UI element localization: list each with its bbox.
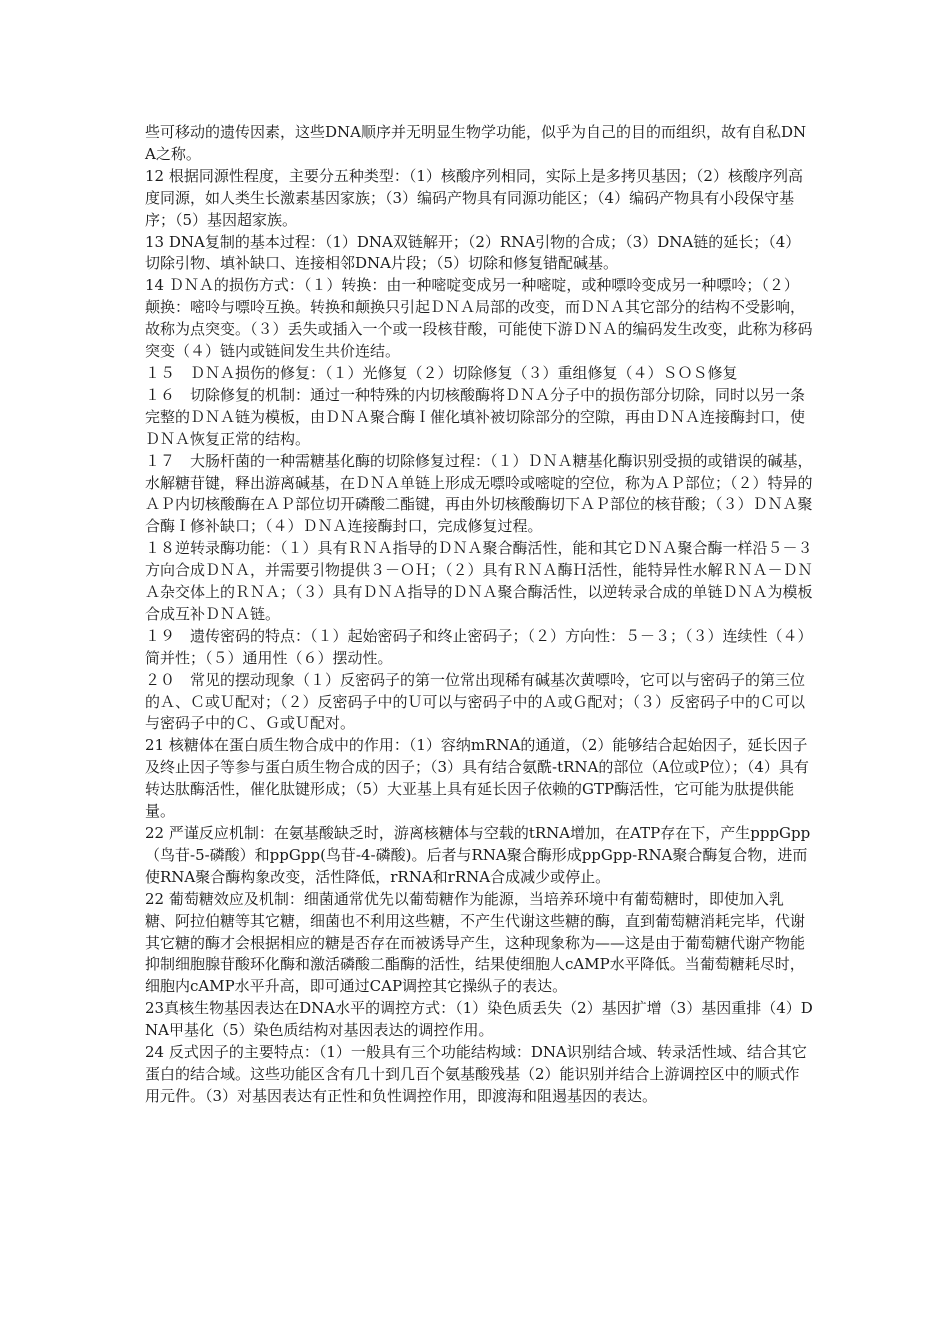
paragraph-21-ribosome: 21 核糖体在蛋白质生物合成中的作用：（1）容纳mRNA的通道，（2）能够结合起始因子，延长因子及终止因子等参与蛋白质生物合成的因子；（3）具有结合氨酰-tRNA的部位（A位或P位）；（4）具有转达肽酶活性，催化肽键形成；（5）大亚基上具有延长因子依赖的GTP酶活性，它可能为肽提供能量。 xyxy=(145,736,809,821)
paragraph-16-excision-repair: １６ 切除修复的机制：通过一种特殊的内切核酸酶将ＤＮＡ分子中的损伤部分切除，同时以另一条完整的ＤＮＡ链为模板，由ＤＮＡ聚合酶Ｉ催化填补被切除部分的空隙，再由ＤＮＡ连接酶封口，使ＤＮＡ恢复正常的结构。 xyxy=(145,385,806,448)
paragraph-22-stringent-response: 22 严谨反应机制：在氨基酸缺乏时，游离核糖体与空载的tRNA增加，在ATP存在下，产生pppGpp（鸟苷-5-磷酸）和ppGpp(鸟苷-4-磷酸)。后者与RNA聚合酶形成ppGpp-RNA聚合酶复合物，进而使RNA聚合酶构象改变，活性降低，rRNA和rRNA合成减少或停止。 xyxy=(145,824,811,886)
paragraph-18-reverse-transcriptase: １８逆转录酶功能：（１）具有ＲＮＡ指导的ＤＮＡ聚合酶活性，能和其它ＤＮＡ聚合酶一样沿５－３方向合成ＤＮＡ，并需要引物提供３－ＯＨ；（２）具有ＲＮＡ酶Ｈ活性，能特异性水解ＲＮＡ－ＤＮＡ杂交体上的ＲＮＡ；（３）具有ＤＮＡ指导的ＤＮＡ聚合酶活性，以逆转录合成的单链ＤＮＡ为模板合成互补ＤＮＡ链。 xyxy=(145,539,813,623)
paragraph-selfish-dna: 些可移动的遗传因素，这些DNA顺序并无明显生物学功能，似乎为自己的目的而组织，故有自私DNA之称。 xyxy=(145,123,807,163)
paragraph-14-dna-damage: 14 ＤＮＡ的损伤方式：（１）转换：由一种嘧啶变成另一种嘧啶，或种嘌呤变成另一种嘌呤；（２）颠换：嘧呤与嘌呤互换。转换和颠换只引起ＤＮＡ局部的改变，而ＤＮＡ其它部分的结构不受影响，故称为点突变。（３）丢失或插入一个或一段核苷酸，可能使下游ＤＮＡ的编码发生改变，此称为移码突变（４）链内或链间发生共价连结。 xyxy=(145,276,813,361)
paragraph-12-gene-family-types: 12 根据同源性程度，主要分五种类型：（1）核酸序列相同，实际上是多拷贝基因；（2）核酸序列高度同源，如人类生长激素基因家族；（3）编码产物具有同源功能区；（4）编码产物具有小段保守基序；（5）基因超家族。 xyxy=(145,166,803,229)
paragraph-23-eukaryotic-regulation: 23真核生物基因表达在DNA水平的调控方式：（1）染色质丢失（2）基因扩增（3）基因重排（4）DNA甲基化（5）染色质结构对基因表达的调控作用。 xyxy=(145,999,813,1040)
paragraph-13-dna-replication: 13 DNA复制的基本过程：（1）DNA双链解开；（2）RNA引物的合成；（3）DNA链的延长；（4）切除引物、填补缺口、连接相邻DNA片段；（5）切除和修复错配碱基。 xyxy=(145,232,801,273)
document-body xyxy=(145,122,813,1108)
paragraph-17-glycosylase-repair: １７ 大肠杆菌的一种需糖基化酶的切除修复过程：（１）ＤＮＡ糖基化酶识别受损的或错误的碱基，水解糖苷键，释出游离碱基，在ＤＮＡ单链上形成无嘌呤或嘧啶的空位，称为ＡＰ部位；（２）特异的ＡＰ内切核酸酶在ＡＰ部位切开磷酸二酯键，再由外切核酸酶切下ＡＰ部位的核苷酸；（３）ＤＮＡ聚合酶Ｉ修补缺口；（４）ＤＮＡ连接酶封口，完成修复过程。 xyxy=(145,451,813,536)
paragraph-22-glucose-effect: 22 葡萄糖效应及机制：细菌通常优先以葡萄糖作为能源，当培养环境中有葡萄糖时，即使加入乳糖、阿拉伯糖等其它糖，细菌也不利用这些糖，不产生代谢这些糖的酶，直到葡萄糖消耗完毕，代谢其它糖的酶才会根据相应的糖是否存在而被诱导产生，这种现象称为——这是由于葡萄糖代谢产物能抑制细胞腺苷酸环化酶和激活磷酸二酯酶的活性，结果使细胞人cAMP水平降低。当葡萄糖耗尽时，细胞内cAMP水平升高，即可通过CAP调控其它操纵子的表达。 xyxy=(145,889,806,996)
paragraph-19-genetic-code: １９ 遗传密码的特点：（１）起始密码子和终止密码子；（２）方向性：５－３；（３）连续性（４）简并性；（５）通用性（６）摆动性。 xyxy=(145,626,813,667)
paragraph-24-trans-factors: 24 反式因子的主要特点：（1）一般具有三个功能结构域：DNA识别结合域、转录活性域、结合其它蛋白的结合域。这些功能区含有几十到几百个氨基酸残基（2）能识别并结合上游调控区中的顺式作用元件。（3）对基因表达有正性和负性调控作用，即渡海和阻遏基因的表达。 xyxy=(145,1043,807,1105)
paragraph-20-wobble: ２０ 常见的摆动现象（１）反密码子的第一位常出现稀有碱基次黄嘌呤，它可以与密码子的第三位的Ａ、Ｃ或Ｕ配对；（２）反密码子中的Ｕ可以与密码子中的Ａ或Ｇ配对；（３）反密码子中的Ｃ可以与密码子中的Ｃ、Ｇ或Ｕ配对。 xyxy=(145,670,806,733)
paragraph-15-dna-repair: １５ ＤＮＡ损伤的修复：（１）光修复（２）切除修复（３）重组修复（４）ＳＯＳ修复 xyxy=(145,363,738,382)
